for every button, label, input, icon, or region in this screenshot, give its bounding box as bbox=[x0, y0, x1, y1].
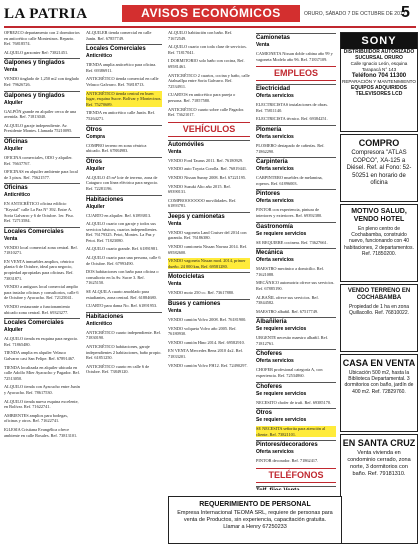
column-2 bbox=[86, 30, 162, 378]
category-header bbox=[256, 222, 336, 238]
classified-ad: VENDO vagoneta Land Cruiser del 2014 con garantía. Ref. 76186380. bbox=[168, 229, 247, 241]
classified-ad: ALQUILO garzonier Ref: 73821451. bbox=[4, 49, 69, 55]
category-header bbox=[256, 189, 336, 205]
classified-ad: VENDO tinglado de 1,250 m2 con tinglado Ref: 79626726. bbox=[4, 76, 80, 87]
classified-ad: VENDO moto 250 cc. Ref. 73617880. bbox=[168, 290, 235, 296]
category-subtitle: Venta bbox=[256, 42, 270, 48]
casa-body: Ubicación 500 m2, hasta la Biblioteca Departamental. 3 dormitorios con baño, jardín de 400 m2. Ref. 72829760. bbox=[344, 370, 414, 395]
classified-ad: CARPINTERO muebles de melamina, roperos. Ref. 61896003. bbox=[256, 175, 323, 186]
category-header bbox=[168, 299, 250, 315]
category-header bbox=[168, 212, 250, 228]
category-header bbox=[86, 125, 162, 141]
category-subtitle: Compra bbox=[86, 133, 105, 140]
classified-ad: EN VENTA Mercedes Benz 2010 4x2. Ref. 71833201. bbox=[168, 348, 243, 359]
classified-ad: IGLESIA Cristiana Evangélica ofrece ambiente en calle Rosales. Ref. 73813101. bbox=[4, 426, 78, 438]
classified-ad: TIENDA localizada en alquiler ubicada en calle Adolfo Mier Ayacucho y Pagador. Ref. 72513050. bbox=[4, 364, 80, 381]
category-header bbox=[256, 157, 336, 173]
category-header bbox=[168, 272, 250, 288]
classified-ad: VENDO a antiguos local comercial amplio para instalar oficinas y consultorios, calle 6 de Octubre y Ayacucho. Ref. 72125041. bbox=[4, 284, 79, 301]
requerimiento-title: REQUERIMIENTO DE PERSONAL bbox=[199, 501, 311, 508]
classified-ad: OFICINAS en alquiler ambiente para local de 3 pisos. Ref. 75621577. bbox=[4, 169, 78, 180]
terreno-body: Propiedad de 1 ha en zona Quillacollo. Ref. 76810022. bbox=[348, 304, 410, 317]
classified-ad: VENDO camión Volvo FH12. Ref. 72490297. bbox=[168, 362, 248, 368]
category-title: Electricidad bbox=[256, 86, 291, 93]
category-title: Gastronomía bbox=[256, 223, 294, 230]
classified-ad: VENDO auto Toyota Corolla. Ref. 76819441. bbox=[168, 166, 248, 172]
hotel-body: En pleno centro de Cochabamba, construido nuevo, funcionando con 40 habitaciones, 2 departamentos. Ref. 71850200. bbox=[344, 226, 414, 257]
page-header bbox=[4, 4, 416, 28]
category-header bbox=[256, 408, 336, 424]
hotel-ad bbox=[340, 204, 418, 282]
category-title: Habitaciones bbox=[86, 196, 124, 203]
category-subtitle: Se requiere servicios bbox=[256, 417, 307, 424]
category-subtitle: Alquiler bbox=[4, 99, 23, 106]
sony-line-7: TELEVISORES LCD bbox=[355, 91, 403, 97]
classified-ad: ANTICRÉTICO habitaciones, garaje independientes 2 habitaciones, baño propio. Ref. 61851250. bbox=[86, 344, 162, 361]
column-3 bbox=[168, 30, 250, 371]
category-header bbox=[256, 440, 336, 456]
category-title: Mecánica bbox=[256, 250, 284, 257]
classified-ad: EN VENTA inmuebles amplios, céntrico planta 6 de Octubre, ideal para negocio, propiedad apropiadas para oficinas. Ref. 73831871. bbox=[4, 258, 75, 281]
classified-ad: ANTICRÉTICO cuarto independiente. Ref. 71830190. bbox=[86, 329, 162, 341]
classified-ad: VENDO camioneta Nissan Navara 2014. Ref. 69582600. bbox=[168, 244, 248, 255]
hotel-title: MOTIVO SALUD, VENDO HOTEL bbox=[351, 208, 407, 223]
category-subtitle: Alquiler bbox=[86, 165, 105, 172]
compro-title: COMPRO bbox=[358, 138, 400, 148]
classified-ad: VENDO Ford Taurus 2011. Ref. 76180929. bbox=[168, 157, 244, 163]
classified-ad: ELECTRICISTA técnico. Ref. 69384251. bbox=[256, 116, 328, 122]
classified-ad: VENDO Suzuki Alto año 2015. Ref. 69390131. bbox=[168, 183, 231, 195]
category-subtitle: Anticrético bbox=[86, 320, 113, 327]
category-title: Otros bbox=[86, 158, 103, 165]
sony-line-6: EQUIPOS ADQUIRIDOS bbox=[351, 85, 407, 91]
newspaper-brand: LA PATRIA bbox=[4, 6, 88, 22]
classified-ad: OFREZCO departamento con 2 dormitorios en anticrético calle Montesinos. Reparto. Ref. 76818574. bbox=[4, 30, 80, 47]
classified-ad: AMBIENTES amplios para bodegas, oficinas y otros. Ref. 71622741. bbox=[4, 412, 68, 424]
classified-ad: CAMIONETA Nissan doble cabina año 99 y vagoneta Modelo año 96. Ref. 71837109. bbox=[256, 51, 333, 62]
sony-line-2: SUCURSAL ORURO bbox=[355, 55, 403, 61]
section-title: AVISOS ECONÓMICOS bbox=[122, 5, 300, 22]
santa-cruz-title: EN SANTA CRUZ bbox=[342, 438, 416, 448]
classified-ad: GALPÓN grande en alquiler cerca de una avenida. Ref. 71813040. bbox=[4, 108, 77, 120]
category-title: Otros bbox=[86, 126, 103, 133]
classified-ad: ALQUILO cuarto con garaje y todos sus servicios básicos, cuartos independientes. Ref. 76179325. Petot, Montes. La Paz y Petot. Ref. 71823080. bbox=[86, 221, 158, 243]
category-header bbox=[256, 349, 336, 365]
classified-ad: EN ANTICRÉTICO oficina edificio "Krystal" calle La Paz N° 392. Entre A. Soria Galvarro y 6 de Octubre. 1er. Piso. Ref. 72713584. bbox=[4, 201, 74, 224]
classified-ad: ALQUILER tienda comercial en calle Junín. Ref. 67857749. bbox=[86, 30, 152, 41]
compro-body: Compresora "ATLAS COPCO", XA-125 a Diésel. Ref. al Fono: 52-50251 en horario de oficina bbox=[346, 150, 412, 186]
category-title: Jeeps y camionetas bbox=[168, 213, 225, 220]
classified-ad: OFICINA comerciales, ODO y alquiler. Ref. 76637767. bbox=[4, 154, 73, 166]
category-header bbox=[86, 44, 162, 60]
sony-line-3: Calle Ignacio León, esquina Tarapacá N° 143 bbox=[350, 61, 408, 72]
requerimiento-body: Empresa Internacional TEOMA SRL, requiere de personas para venta de Productos, sin experiencia, capacitación gratuita. Llamar a Henry 67250233 bbox=[177, 510, 333, 530]
category-subtitle: Oferta servicios bbox=[256, 257, 294, 264]
category-header bbox=[256, 125, 336, 141]
terreno-ad bbox=[340, 284, 418, 352]
classified-ad: ALQUILO tienda con Ayacucho entre Junín y Ayacucho. Ref. 78617530. bbox=[4, 384, 80, 395]
category-title: Locales Comerciales bbox=[4, 228, 64, 235]
classified-ad: CHOFER profesional categoría A, con experiencia. Ref. 72534860. bbox=[256, 367, 323, 379]
classified-ad: ANTICRÉTICO tienda central en buen lugar, esquina Sucre. Bolívar y Montecinos. Ref. 75270689. bbox=[86, 90, 162, 107]
casa-title: CASA EN VENTA bbox=[342, 358, 416, 368]
classified-ad: ANTICRÉTICO 2 cuartos, cocina y baño, calle Atahuallpa entre Soria Galvarro. Ref. 72534911. bbox=[168, 72, 250, 89]
category-title: Motocicletas bbox=[168, 274, 205, 281]
category-title: Choferes bbox=[256, 351, 283, 358]
classified-ad: MAESTRO mecánico a domicilio. Ref. 71621088. bbox=[256, 266, 325, 277]
category-subtitle: Se requiere servicios bbox=[256, 390, 307, 397]
category-header bbox=[4, 137, 80, 153]
requerimiento-ad bbox=[168, 496, 342, 544]
category-title bbox=[256, 488, 336, 490]
classified-ad: VENDO camión Volvo 2008. Ref. 76181900. bbox=[168, 317, 247, 323]
classified-ad: SE REQUIERE cocinera. Ref. 73627661. bbox=[256, 239, 328, 245]
classified-ad: TIENDA en anticrético calle Junín. Ref. 75264271. bbox=[86, 110, 156, 121]
classified-ad: ALQUILO habitación con baño. Ref. 71672549. bbox=[168, 30, 233, 41]
category-header bbox=[86, 195, 162, 211]
page-number: 5 bbox=[401, 4, 410, 21]
classified-ad: ALQUILO tienda en esquina para negocio. Ref. 71865480. bbox=[4, 336, 79, 347]
section-heading: EMPLEOS bbox=[256, 66, 336, 81]
category-title: Galpones y tinglados bbox=[4, 60, 65, 67]
sony-ad bbox=[340, 32, 418, 132]
classified-ad: CUARTO en alquiler. Ref. 61893813. bbox=[86, 212, 152, 218]
classified-ad: ALQUILO garaje independiente. Av. Presidente Montes. Llamada 75210095. bbox=[4, 122, 73, 134]
category-subtitle: Venta bbox=[168, 281, 182, 288]
section-heading: TELÉFONOS bbox=[256, 468, 336, 483]
category-header bbox=[256, 84, 336, 100]
category-title: Locales Comerciales bbox=[4, 320, 64, 327]
category-subtitle: Se requiere servicios bbox=[256, 326, 307, 333]
category-title: Plomería bbox=[256, 126, 282, 133]
category-subtitle: Alquiler bbox=[4, 145, 23, 152]
classified-ad: URGENTE necesito maestro albañil. Ref. 71812761. bbox=[256, 335, 329, 346]
classified-ad: PINTOR decorador. Ref. 71862417. bbox=[256, 458, 319, 464]
category-title: Automóviles bbox=[168, 141, 205, 148]
classified-ad: CUARTO para dama No. Ref. 61891953. bbox=[86, 303, 158, 309]
category-header bbox=[86, 312, 162, 328]
category-title: Pintores/decoradores bbox=[256, 442, 318, 449]
classified-ad: ANTICRÉTICO cuarto sobre calle Pagador. Ref. 73621017. bbox=[168, 106, 245, 118]
classified-ad: MAESTRO albañil. Ref. 67517749. bbox=[256, 308, 319, 314]
classified-ad: ALQUILO cuarto grande. Ref. 61891981. bbox=[86, 246, 159, 252]
classified-ad: VENDO restaurante a funcionamiento ubicado zona central. Ref. 69323277. bbox=[4, 304, 70, 315]
column-1 bbox=[4, 30, 80, 441]
classified-ad: VENDO local comercial zona central. Ref. 71810271. bbox=[4, 244, 78, 256]
category-subtitle: Oferta servicios bbox=[256, 93, 294, 100]
category-title: Carpintería bbox=[256, 159, 288, 166]
classified-ad: ANTICRÉTICO tienda comercial en calle Velasco Galvarro. Ref. 76818713. bbox=[86, 76, 159, 87]
sony-logo: SONY bbox=[341, 33, 417, 49]
category-subtitle: Oferta servicios bbox=[256, 198, 294, 205]
classified-ad: COMPROOOOOOO movilidades. Ref. 61893781. bbox=[168, 197, 237, 209]
category-subtitle: Oferta servicios bbox=[256, 166, 294, 173]
classified-ad: NECESITO chofer de trufi. Ref. 69385170. bbox=[256, 399, 332, 405]
category-subtitle: Alquiler bbox=[4, 327, 23, 334]
category-title: Galpones y tinglados bbox=[4, 92, 65, 99]
category-title: Albañilería bbox=[256, 319, 287, 326]
classified-ad: I DORMITORIO solo baño con cocina, Ref. 69581461. bbox=[168, 58, 245, 69]
classified-ad: SE ALQUILA cuarto amoblado para estudiantes, zona central. Ref. 61884680. bbox=[86, 289, 157, 300]
category-header bbox=[168, 140, 250, 156]
category-title: Choferes bbox=[256, 383, 283, 390]
category-header bbox=[256, 382, 336, 398]
category-title: Pintores bbox=[256, 191, 281, 198]
santa-cruz-body: Venta vivienda en condominio cerrado, zona norte, 3 dormitorios con baño. Ref. 79181310. bbox=[347, 450, 411, 477]
sony-line-4: Teléfono 704 11300 bbox=[351, 73, 407, 79]
classified-ad: PLOMERO destapado de cañerías. Ref. 71862290. bbox=[256, 142, 325, 154]
section-heading: VEHÍCULOS bbox=[168, 122, 250, 137]
sony-line-1: DISTRIBUIDOR AUTORIZADO bbox=[343, 49, 415, 55]
classified-ad: SE NECESITA señorita para atención al cliente. Ref. 73821101. bbox=[256, 426, 336, 437]
category-subtitle: Anticrético bbox=[86, 53, 113, 60]
category-subtitle: Alquiler bbox=[86, 203, 105, 210]
classified-ad: VENDO volqueta Volvo año 2005. Ref. 76180930. bbox=[168, 325, 237, 337]
category-header bbox=[4, 227, 80, 243]
category-title: Oficinas bbox=[4, 138, 28, 145]
classified-ad: ANTICRÉTICO cuarto en calle 6 de Octubre. Ref. 73849120. bbox=[86, 363, 150, 375]
santa-cruz-ad bbox=[340, 434, 418, 544]
classified-ad: VENDO vagoneta Nissan mod. 2014, primer dueño. 24 000 km, Ref. 69581280. bbox=[168, 258, 250, 269]
category-header bbox=[256, 248, 336, 264]
dateline: ORURO, SÁBADO 7 DE OCTUBRE DE 2017 bbox=[304, 11, 406, 17]
category-subtitle: Venta bbox=[168, 220, 182, 227]
category-header bbox=[86, 157, 162, 173]
classified-ad: VENDO camión Hino 2014. Ref. 69582910. bbox=[168, 339, 245, 345]
category-subtitle: Venta bbox=[168, 148, 182, 155]
category-title: Oficinas bbox=[4, 185, 28, 192]
classified-ad: ALBAÑIL ofrece sus servicios. Ref. 73844582. bbox=[256, 294, 319, 306]
classified-ad: TIENDA amplia anticrético para oficina. Ref. 69386911. bbox=[86, 62, 157, 73]
casa-ad bbox=[340, 354, 418, 432]
category-header bbox=[4, 91, 80, 107]
column-4 bbox=[256, 30, 336, 490]
category-subtitle: Oferta servicios bbox=[256, 358, 294, 365]
classified-ad: ALQUILO 45 m² lote de terreno, zona de Cataguro con línea eléctrica para negocio. Ref. 72281196. bbox=[86, 174, 159, 191]
classified-ad: ALQUILO cuarto con toda clase de servicios. Ref. 71817041. bbox=[168, 44, 247, 55]
category-subtitle: Venta bbox=[4, 67, 18, 74]
category-title: Camionetas bbox=[256, 35, 291, 41]
classified-ad: CUARTOS en anticrético para pareja o persona. Ref. 71857580. bbox=[168, 92, 236, 103]
category-subtitle: Anticrético bbox=[4, 192, 31, 199]
terreno-title: VENDO TERRENO EN COCHABAMBA bbox=[347, 288, 411, 301]
category-subtitle: Se requiere servicios bbox=[256, 230, 307, 237]
category-header bbox=[256, 317, 336, 333]
classified-ad: ALQUILO cuarto para una persona, calle 6 de Octubre. Ref. 67993490. bbox=[86, 255, 161, 266]
category-title: Habitaciones bbox=[86, 313, 124, 320]
category-header bbox=[4, 318, 80, 334]
classified-ad: PINTOR con experiencia, pintura de interiores y exteriores. Ref. 69392380. bbox=[256, 207, 323, 218]
category-subtitle: Oferta servicios bbox=[256, 133, 294, 140]
category-subtitle: Venta bbox=[4, 235, 18, 242]
classified-ad: COMPRO terreno en zona céntrica ubicado. Ref. 67884983. bbox=[86, 142, 147, 154]
classified-ad: ALQUILO tienda nueva esquina excelente, en Bolívar. Ref. 71622741. bbox=[4, 398, 79, 410]
category-header bbox=[256, 33, 336, 49]
sony-line-5: REPARACIÓN Y MANTENIMIENTO bbox=[342, 79, 416, 84]
category-header bbox=[4, 183, 80, 199]
category-title: Otros bbox=[256, 410, 273, 417]
classified-ad: DOS habitaciones con baño para oficina o consultorio en la Av. Sucre 3. Ref. 71625150. bbox=[86, 269, 159, 286]
classified-ad: TIENDA amplia en alquiler Velasco Galvarro casi San Felipe. Ref. 67891467. bbox=[4, 350, 76, 361]
category-title: Locales Comerciales bbox=[86, 46, 146, 53]
classified-ad: ELECTRICISTAS instalaciones de obras. Ref. 75811140. bbox=[256, 102, 328, 113]
compro-ad bbox=[340, 134, 418, 202]
classified-ad: VENDO Nissan Sunny 2008. Ref. 67221195. bbox=[168, 174, 247, 180]
category-subtitle: Oferta servicios bbox=[256, 449, 294, 456]
classified-ad: MECÁNICO automotriz ofrece sus servicios. Ref. 67885190. bbox=[256, 280, 335, 291]
category-title: Buses y camiones bbox=[168, 301, 221, 308]
category-subtitle: Venta bbox=[168, 308, 182, 315]
category-header bbox=[256, 486, 336, 490]
category-header bbox=[4, 58, 80, 74]
